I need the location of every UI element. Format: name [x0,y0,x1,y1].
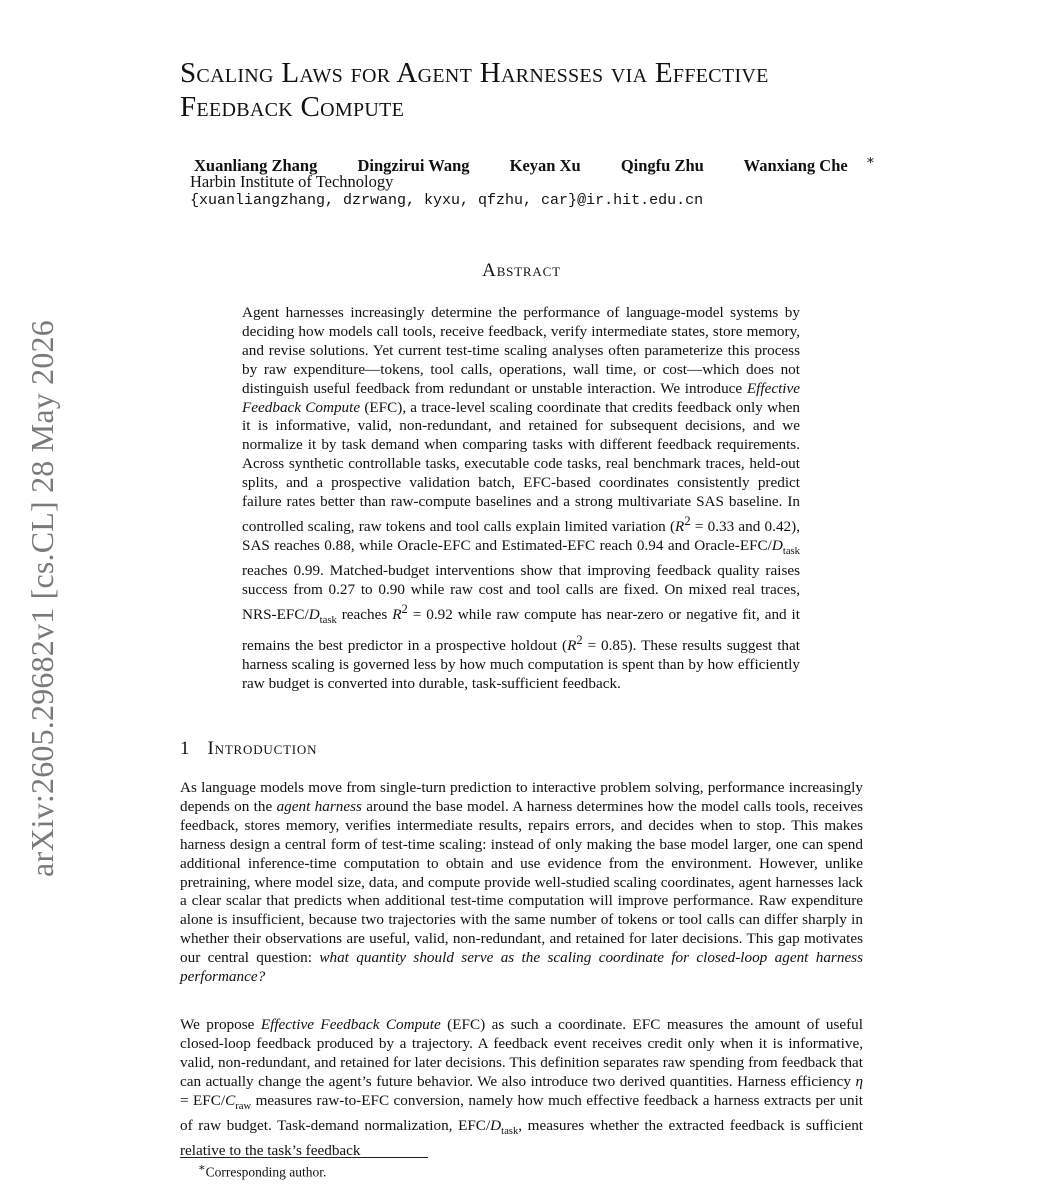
author-name: Qingfu Zhu [620,155,704,175]
text-run: measures raw-to-EFC conversion, namely how much effective feedback a harness extracts per unit of raw budget. Task-demand normalization, EFC/ [180,1091,864,1134]
text-run: R [392,605,402,623]
footnote [198,1161,326,1181]
text-run: reaches 0.99. Matched-budget interventions show that improving feedback quality raises success from 0.27 to 0.90 while raw cost and tool calls are fixed. On mixed real traces, NRS-EFC/ [242,561,800,623]
text-run: Agent harnesses increasingly determine the performance of language-model systems by deciding how models call tools, receive feedback, verify intermediate states, store memory, and revise solutions. Yet current test-time scaling analyses often parameterize this process by raw expenditure—tokens, tool calls, operations, wall time, or cost—which does not distinguish useful feedback from redundant or unstable interaction. We introduce [242,304,800,397]
text-run: around the base model. A harness determines how the model calls tools, receives feedback, stores memory, verifies intermediate results, repairs errors, and decides when to stop. This makes harness design a central form of test-time scaling: instead of only making the base model larger, one can spend additional inference-time computation to obtain and use evidence from the environment. However, unlike pretraining, where model size, data, and compute provide well-studied scaling coordinates, agent harnesses lack a clear scalar that predicts when additional test-time computation will improve performance. Raw expenditure alone is insufficient, because two trajectories with the same number of tokens or tool calls can differ sharply in whether their observations are useful, valid, non-redundant, and retained for later decisions. This gap motivates our central question: [180,797,863,967]
text-run: η [855,1072,863,1090]
text-run: = EFC/ [180,1091,226,1109]
text-run: = 0.92 while raw compute has near-zero or negative fit, and it remains the best predictor in a prospective holdout ( [242,605,801,654]
arxiv-identifier-text: arXiv:2605.29682v1 [cs.CL] 28 May 2026 [23,319,60,877]
text-run: Effective Feedback Compute [260,1016,441,1033]
abstract-heading: Abstract [482,260,561,281]
text-run: R [675,518,685,536]
text-run: R [567,636,577,654]
paper-title: Scaling Laws for Agent Harnesses via Effective Feedback Compute [180,57,769,123]
text-run: (EFC) as such a coordinate. EFC measures the amount of useful closed-loop feedback produced by a trajectory. A feedback event receives credit only when it is informative, valid, non-redundant, and retained for later decisions. This definition separates raw spending from feedback that can actually change the agent’s future behavior. We also introduce two derived quantities. Harness efficiency [180,1016,863,1090]
intro-paragraph-1 [180,779,863,987]
section-heading-introduction [180,738,317,760]
text-run: = 0.85). These results suggest that harness scaling is governed less by how much computation is spent than by how efficiently raw budget is converted into durable, task-sufficient feedback. [242,636,800,692]
text-run: D [308,605,320,623]
author-email[interactable]: {xuanliangzhang, dzrwang, kyxu, qfzhu, car}@ir.hit.edu.cn [190,192,704,209]
text-run: 2 [576,632,583,647]
section-number: 1 [180,738,190,759]
text-run: 2 [401,601,408,616]
text-run: what quantity should serve as the scaling coordinate for closed-loop agent harness performance? [180,949,864,986]
arxiv-identifier [22,292,62,904]
text-run: C [225,1091,236,1109]
section-title: Introduction [207,738,318,759]
footnote-mark: ∗ [198,1162,206,1174]
text-run: raw [235,1100,252,1112]
text-run: task [319,614,337,626]
author-name: Dingzirui Wang [357,155,470,175]
author-name: Wanxiang Che ∗ [743,152,876,175]
text-run: D [490,1116,502,1134]
abstract-text [242,304,800,693]
text-run: , measures whether the extracted feedback is sufficient relative to the task’s feedback [180,1116,864,1159]
text-run: As language models move from single-turn prediction to interactive problem solving, performance increasingly depends on the [180,779,863,815]
text-run: = 0.33 and 0.42), SAS reaches 0.88, while Oracle-EFC and Estimated-EFC reach 0.94 and Oracle-EFC/ [242,518,800,554]
text-run: task [501,1125,519,1137]
text-run: agent harness [276,797,362,815]
intro-paragraph-2 [180,1016,863,1160]
text-run: Effective Feedback Compute [242,379,800,416]
text-run: D [771,536,783,554]
text-run: reaches [336,605,393,623]
author-name: Keyan Xu [509,155,581,175]
author-name: Xuanliang Zhang [194,155,318,175]
footnote-text: Corresponding author. [205,1164,327,1180]
text-run: We propose [180,1016,261,1033]
footnote-rule [180,1157,428,1158]
text-run: (EFC), a trace-level scaling coordinate that credits feedback only when it is informative, valid, non-redundant, and retained for subsequent decisions, and we normalize it by task demand when comparing tasks with different feedback requirements. Across synthetic controllable tasks, executable code tasks, real benchmark traces, held-out splits, and a prospective validation batch, EFC-based coordinates consistently predict failure rates better than raw-compute baselines and a strong multivariate SAS baseline. In controlled scaling, raw tokens and tool calls explain limited variation ( [242,398,800,536]
affiliation: Harbin Institute of Technology [190,172,394,191]
text-run: task [782,545,800,557]
text-run: 2 [684,513,691,528]
